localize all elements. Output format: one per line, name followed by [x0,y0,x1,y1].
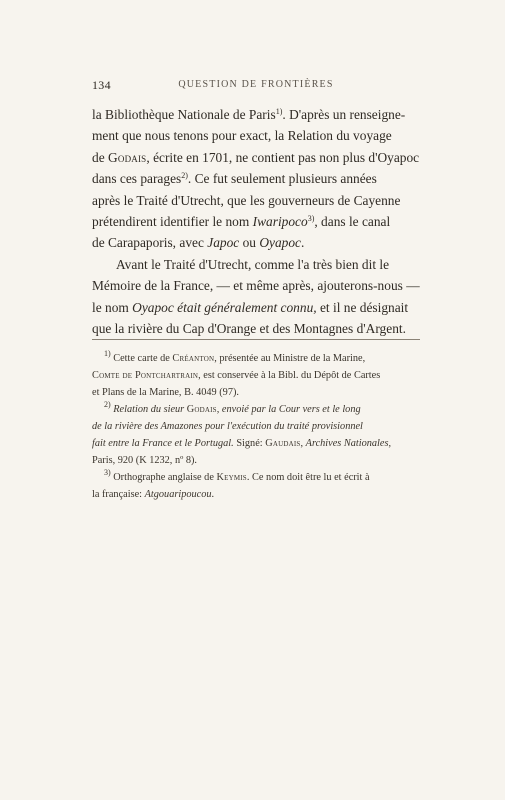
page-header [92,78,420,94]
text-run: . D'après un renseigne- [282,107,406,122]
footnote-separator [92,339,420,340]
text-run: la Bibliothèque Nationale de Paris [92,107,276,122]
author-name: Keymis [216,472,247,483]
text-run: et il ne désignait [316,299,409,315]
text-line: après le Traité d'Utrecht, que les gouverneurs de Cayenne [92,192,401,208]
text-line [92,104,420,125]
text-line: Mémoire de la France, — et même après, ajouterons-nous — [92,278,420,294]
text-run: Orthographe anglaise de [110,472,217,483]
footnotes [92,350,420,503]
text-line: que la rivière du Cap d'Orange et des Montagnes d'Argent. [92,321,406,337]
footnote-ref: 3) [307,214,315,224]
text-run: , écrite en 1701, ne contient pas non plus d'Oyapoc [146,149,420,165]
footnote-1 [92,350,420,367]
text-line [92,168,420,189]
text-run: prétendirent identifier le nom [92,214,253,230]
footnote-mark: 1) [104,349,111,358]
text-run: Signé: [233,438,266,449]
text-run: le nom [92,299,133,315]
text-line: Avant le Traité d'Utrecht, comme l'a très bien dit le [116,256,390,272]
text-line [92,232,420,253]
footnote-line: et Plans de la Marine, B. 4049 (97). [92,387,239,398]
italic-run: Archives Nationales, [305,438,392,449]
text-run: . Ce nom doit être lu et écrit à [246,472,370,483]
text-run: , [300,438,306,449]
text-run: Cette carte de [110,353,173,364]
italic-run: Relation du sieur [110,404,187,415]
text-line [92,297,420,318]
footnote-mark: 3) [104,468,111,477]
italic-term: Oyapoc [259,235,301,251]
text-line [92,147,420,168]
italic-run: , envoié par la Cour vers et le long [216,404,361,415]
italic-term: Japoc [207,235,240,251]
author-name: Comte de Pontchartrain [92,370,199,381]
text-line [92,211,420,232]
text-run: de Carapaporis, avec [92,235,208,251]
main-text [92,104,420,339]
footnote-line: Paris, 920 (K 1232, nº 8). [92,455,198,466]
italic-term: Iwaripoco [252,214,308,230]
footnote-ref: 1) [275,107,283,116]
running-title: QUESTION DE FRONTIÈRES [178,79,334,90]
footnote-2 [92,401,420,418]
footnote-line [92,486,420,503]
text-run: dans ces parages [92,171,182,187]
footnote-ref: 2) [181,171,188,181]
author-name: Créanton [172,353,215,364]
text-run: de [92,149,108,165]
footnote-line [92,367,420,384]
text-run: . [211,489,215,500]
text-run: . [301,235,305,251]
footnote-mark: 2) [104,400,111,409]
text-run: , est conservée à la Bibl. du Dépôt de Cartes [198,370,381,381]
page-number: 134 [92,78,111,92]
author-name: Godais [108,149,147,165]
italic-phrase: Oyapoc était généralement connu, [132,299,317,315]
text-run: . Ce fut seulement plusieurs années [187,171,377,187]
footnote-3 [92,469,420,486]
text-run: , dans le canal [314,214,391,230]
italic-run: Atgouaripoucou [144,489,212,500]
author-name: Godais [186,404,217,415]
text-run: , présentée au Ministre de la Marine, [214,353,366,364]
text-run: ou [239,235,260,251]
italic-run: fait entre la France et le Portugal. [92,438,234,449]
author-name: Gaudais [265,438,301,449]
footnote-line [92,435,420,452]
footnote-line: de la rivière des Amazones pour l'exécution du traité provisionnel [92,421,363,432]
text-line: ment que nous tenons pour exact, la Relation du voyage [92,128,392,144]
text-run: la française: [92,489,145,500]
